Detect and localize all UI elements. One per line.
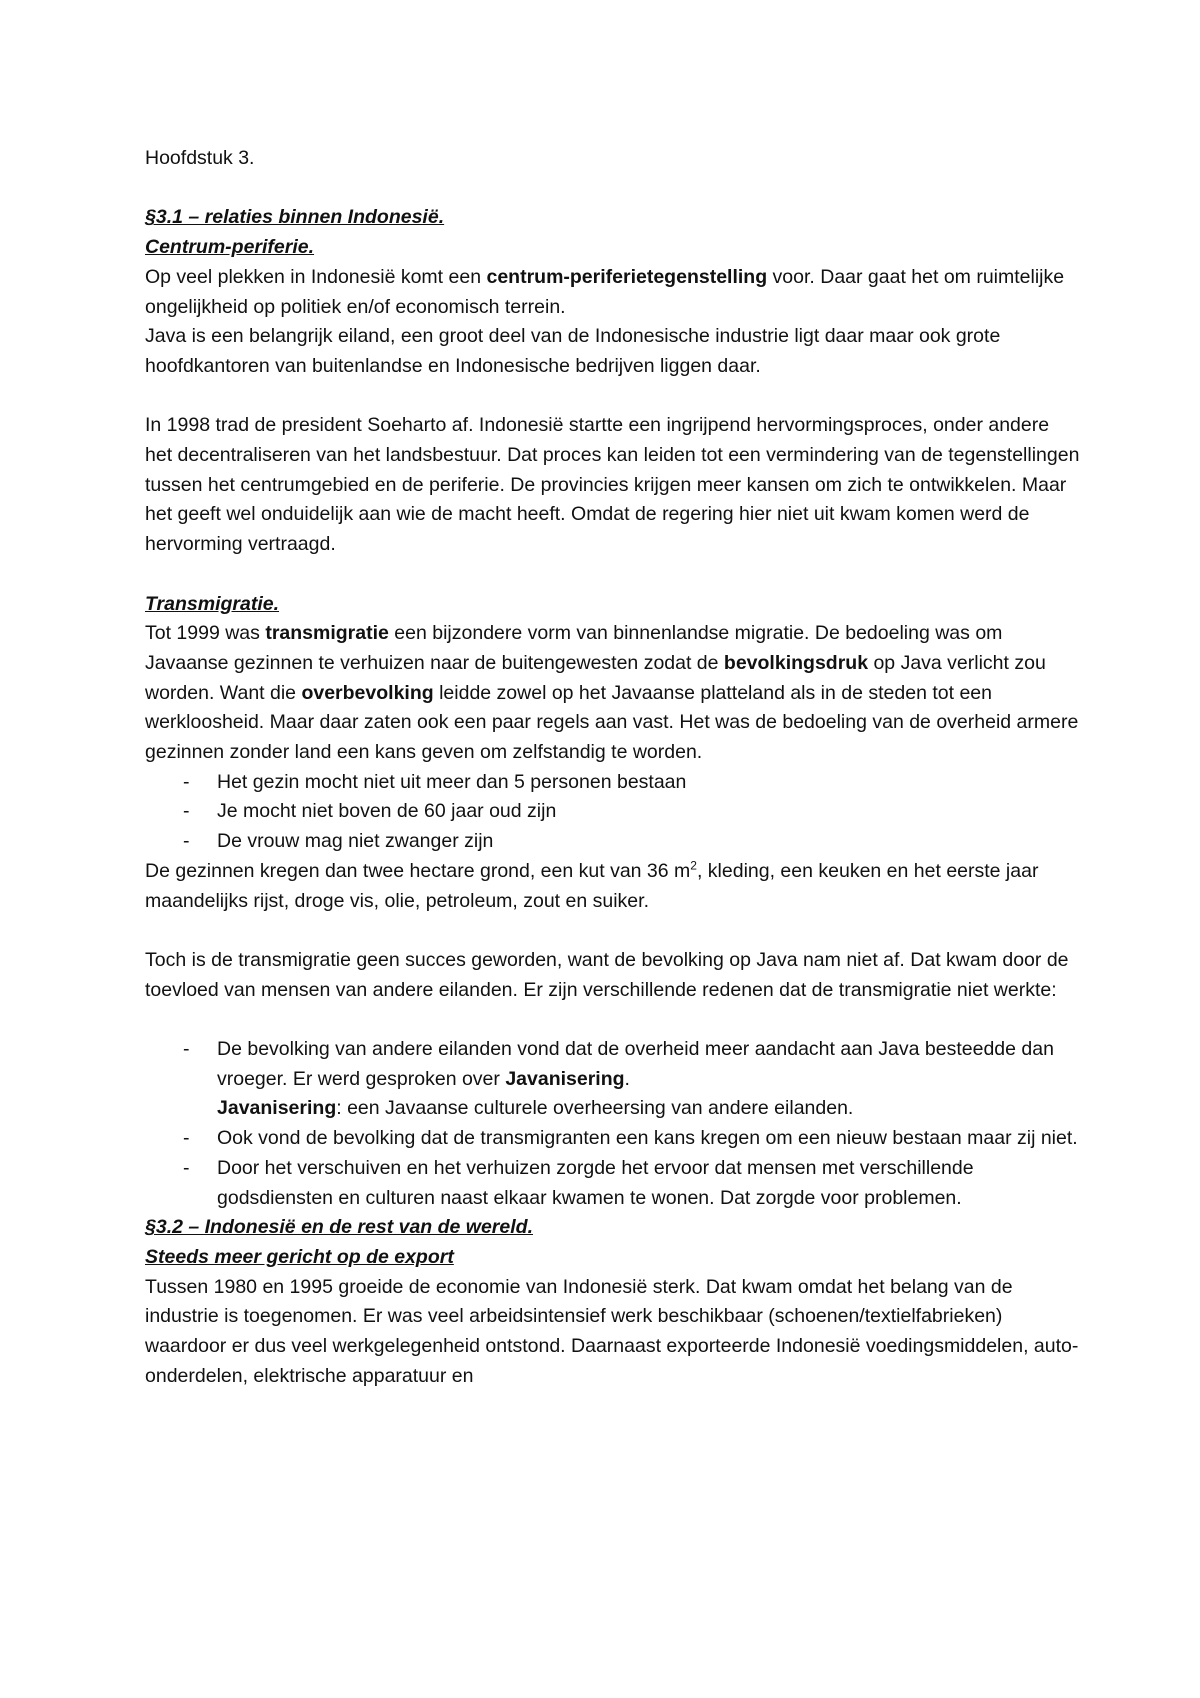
spacer [145,1005,1080,1035]
list-item: - Ook vond de bevolking dat de transmigranten een kans kregen om een nieuw bestaan maar zij niet. [183,1127,1078,1150]
subheading-transmigratie: Transmigratie. [145,592,280,615]
subheading-centrum-periferie: Centrum-periferie. [145,236,315,259]
list-item: - De vrouw mag niet zwanger zijn [183,830,494,853]
term-overbevolking: overbevolking [301,681,434,704]
paragraph-economie: Tussen 1980 en 1995 groeide de economie van Indonesië sterk. Dat kwam omdat het belang van de industrie is toegenomen. Er was veel arbeidsintensief werk beschikbaar (schoenen/textielfabrieken) waardoor er dus veel werkgelegenheid ontstond. Daarnaast exporteerde Indonesië voedingsmiddelen, auto-onderdelen, elektrische apparatuur en [145,1275,1079,1387]
term-centrum-periferietegenstelling: centrum-periferietegenstelling [486,265,768,288]
spacer [145,382,1080,412]
term-bevolkingsdruk: bevolkingsdruk [723,651,869,674]
paragraph-geen-succes: Toch is de transmigratie geen succes geworden, want de bevolking op Java nam niet af. Dat kwam door de toevloed van mensen van andere eilanden. Er zijn verschillende redenen dat de transmigratie niet werkte: [145,948,1069,1001]
paragraph-soeharto: In 1998 trad de president Soeharto af. Indonesië startte een ingrijpend hervormingsproces, onder andere het decentraliseren van het landsbestuur. Dat proces kan leiden tot een vermindering van de tegenstellingen tussen het centrumgebied en de periferie. De provincies krijgen meer kansen om zich te ontwikkelen. Maar het geeft wel onduidelijk aan wie de macht heeft. Omdat de regering hier niet uit kwam komen werd de hervorming vertraagd. [145,414,1080,556]
chapter-title: Hoofdstuk 3. [145,147,255,169]
rules-list [145,768,1080,857]
spacer [145,560,1080,590]
document-body [145,144,1080,1391]
term-javanisering: Javanisering [505,1067,625,1090]
list-item: - Het gezin mocht niet uit meer dan 5 personen bestaan [183,770,687,793]
spacer [145,174,1080,204]
subheading-export: Steeds meer gericht op de export [145,1245,454,1268]
paragraph-centrum-periferie: Op veel plekken in Indonesië komt een centrum-periferietegenstelling voor. Daar gaat het om ruimtelijke ongelijkheid op politiek en/of economisch terrein. [145,265,1065,318]
reasons-list [145,1035,1080,1213]
term-transmigratie: transmigratie [265,622,389,645]
list-item: - Je mocht niet boven de 60 jaar oud zijn [183,800,557,823]
paragraph-java: Java is een belangrijk eiland, een groot deel van de Indonesische industrie ligt daar maar ook grote hoofdkantoren van buitenlandse en Indonesische bedrijven liggen daar. [145,325,1001,377]
paragraph-gezinnen: De gezinnen kregen dan twee hectare grond, een kut van 36 $m^2$, kleding, een keuken en het eerste jaar maandelijks rijst, droge vis, olie, petroleum, zout en suiker. [145,858,1039,912]
list-item: - De bevolking van andere eilanden vond dat de overheid meer aandacht aan Java besteedde dan vroeger. Er werd gesproken over Javanisering. Javanisering: een Javaanse culturele overheersing van andere eilanden. [183,1038,1054,1120]
term-javanisering-definition: Javanisering [217,1097,337,1120]
paragraph-transmigratie: Tot 1999 was transmigratie een bijzondere vorm van binnenlandse migratie. De bedoeling was om Javaanse gezinnen te verhuizen naar de buitengewesten zodat de bevolkingsdruk op Java verlicht zou worden. Want die overbevolking leidde zowel op het Javaanse platteland als in de steden tot een werkloosheid. Maar daar zaten ook een paar regels aan vast. Het was de bedoeling van de overheid armere gezinnen zonder land een kans geven om zelfstandig te worden. [145,622,1079,764]
list-item: - Door het verschuiven en het verhuizen zorgde het ervoor dat mensen met verschillende godsdiensten en culturen naast elkaar kwamen te wonen. Dat zorgde voor problemen. [183,1156,974,1209]
section-title-3-1: §3.1 – relaties binnen Indonesië. [145,206,445,229]
spacer [145,916,1080,946]
section-title-3-2: §3.2 – Indonesië en de rest van de wereld. [145,1216,533,1239]
